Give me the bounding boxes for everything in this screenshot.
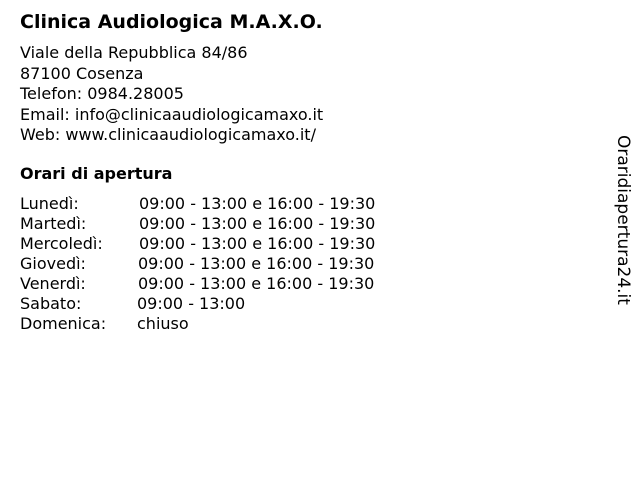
contact-info bbox=[20, 43, 323, 146]
day-hours: 09:00 - 13:00 e 16:00 - 19:30 bbox=[138, 274, 375, 293]
opening-hours-heading: Orari di apertura bbox=[20, 164, 173, 183]
day-hours: 09:00 - 13:00 e 16:00 - 19:30 bbox=[139, 194, 376, 213]
day-hours: 09:00 - 13:00 e 16:00 - 19:30 bbox=[138, 254, 375, 273]
day-label: Sabato: bbox=[20, 294, 82, 313]
day-hours: 09:00 - 13:00 bbox=[137, 294, 246, 313]
day-label: Giovedì: bbox=[20, 254, 86, 273]
address-street: Viale della Repubblica 84/86 bbox=[20, 43, 248, 62]
address-city: 87100 Cosenza bbox=[20, 63, 144, 83]
site-watermark-text: Oraridiapertura24.it bbox=[613, 135, 633, 305]
day-label: Lunedì: bbox=[20, 194, 79, 213]
site-watermark bbox=[612, 135, 636, 310]
day-label: Venerdì: bbox=[20, 274, 86, 293]
day-hours: 09:00 - 13:00 e 16:00 - 19:30 bbox=[139, 214, 376, 233]
website-address: Web: www.clinicaaudiologicamaxo.it/ bbox=[20, 125, 316, 144]
day-hours: 09:00 - 13:00 e 16:00 - 19:30 bbox=[139, 234, 376, 253]
email-address: Email: info@clinicaaudiologicamaxo.it bbox=[20, 104, 324, 124]
day-label: Domenica: bbox=[20, 314, 107, 333]
day-label: Martedì: bbox=[20, 214, 87, 233]
day-label: Mercoledì: bbox=[20, 234, 103, 253]
day-hours: chiuso bbox=[137, 314, 189, 333]
phone-number: Telefon: 0984.28005 bbox=[20, 84, 184, 103]
business-name: Clinica Audiologica M.A.X.O. bbox=[20, 11, 323, 33]
